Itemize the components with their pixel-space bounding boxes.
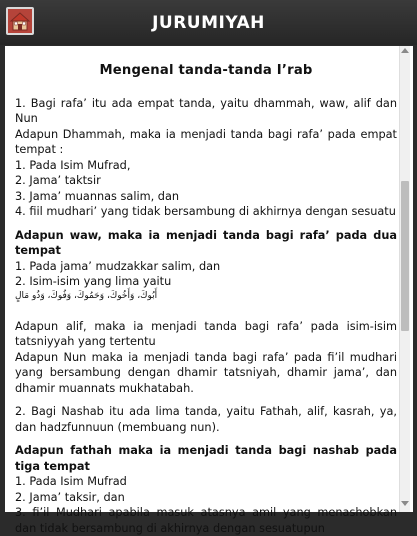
alif-paragraph: Adapun alif, maka ia menjadi tanda bagi rafa’ pada isim-isim tatsniyyah yang tertentu xyxy=(15,319,397,348)
vertical-scrollbar[interactable] xyxy=(399,46,410,512)
app-title: JURUMIYAH xyxy=(152,12,265,33)
list-item: 2. Jama’ taktsir xyxy=(15,174,101,187)
article-heading: Mengenal tanda-tanda I’rab xyxy=(99,63,313,78)
scroll-up-icon[interactable] xyxy=(401,48,409,53)
list-item: 1. Pada jama’ mudzakkar salim, dan xyxy=(15,259,221,273)
dhammah-lead: Adapun Dhammah, maka ia menjadi tanda bagi rafa’ pada empat tempat : xyxy=(15,127,397,156)
article-content[interactable] xyxy=(5,46,413,535)
list-item: 3. Jama’ muannas salim, dan xyxy=(15,189,180,203)
app-header xyxy=(0,0,417,45)
nashab-intro: 2. Bagi Nashab itu ada lima tanda, yaitu Fathah, alif, kasrah, ya, dan hadzfunnuun (membuang nun). xyxy=(15,405,397,434)
rafa-intro: 1. Bagi rafa’ itu ada empat tanda, yaitu dhammah, waw, alif dan Nun xyxy=(15,96,397,125)
scroll-thumb[interactable] xyxy=(401,181,409,331)
list-item: 1. Pada Isim Mufrad xyxy=(15,475,127,488)
list-item: 2. Jama’ taksir, dan xyxy=(15,490,125,504)
home-icon xyxy=(10,11,30,31)
home-button[interactable] xyxy=(6,7,34,35)
article-body xyxy=(15,56,397,536)
list-item: 2. Isim-isim yang lima yaitu xyxy=(15,275,172,288)
fathah-lead: Adapun fathah maka ia menjadi tanda bagi nashab pada tiga tempat xyxy=(15,444,397,473)
arabic-text: أَبُوكَ، وَأَخُوكَ، وَحَمُوكَ، وَفُوكَ، وَذُو مَالٍ xyxy=(15,290,158,301)
list-item: 4. fiil mudhari’ yang tidak bersambung di akhirnya dengan sesuatu xyxy=(15,205,396,218)
window-edge xyxy=(413,46,417,512)
waw-lead: Adapun waw, maka ia menjadi tanda bagi rafa’ pada dua tempat xyxy=(15,228,397,257)
list-item: 3. fi’il Mudhari apabila masuk atasnya amil yang menashobkan dan tidak bersambung di akhirnya dengan sesuatupun xyxy=(15,506,397,535)
list-item: 1. Pada Isim Mufrad, xyxy=(15,158,131,172)
nun-paragraph: Adapun Nun maka ia menjadi tanda bagi rafa’ pada fi’il mudhari yang bersambung dengan dhamir tatsniyah, dhamir jama’, dan dhamir muannats mukhatabah. xyxy=(15,350,397,395)
scroll-down-icon[interactable] xyxy=(401,501,409,506)
